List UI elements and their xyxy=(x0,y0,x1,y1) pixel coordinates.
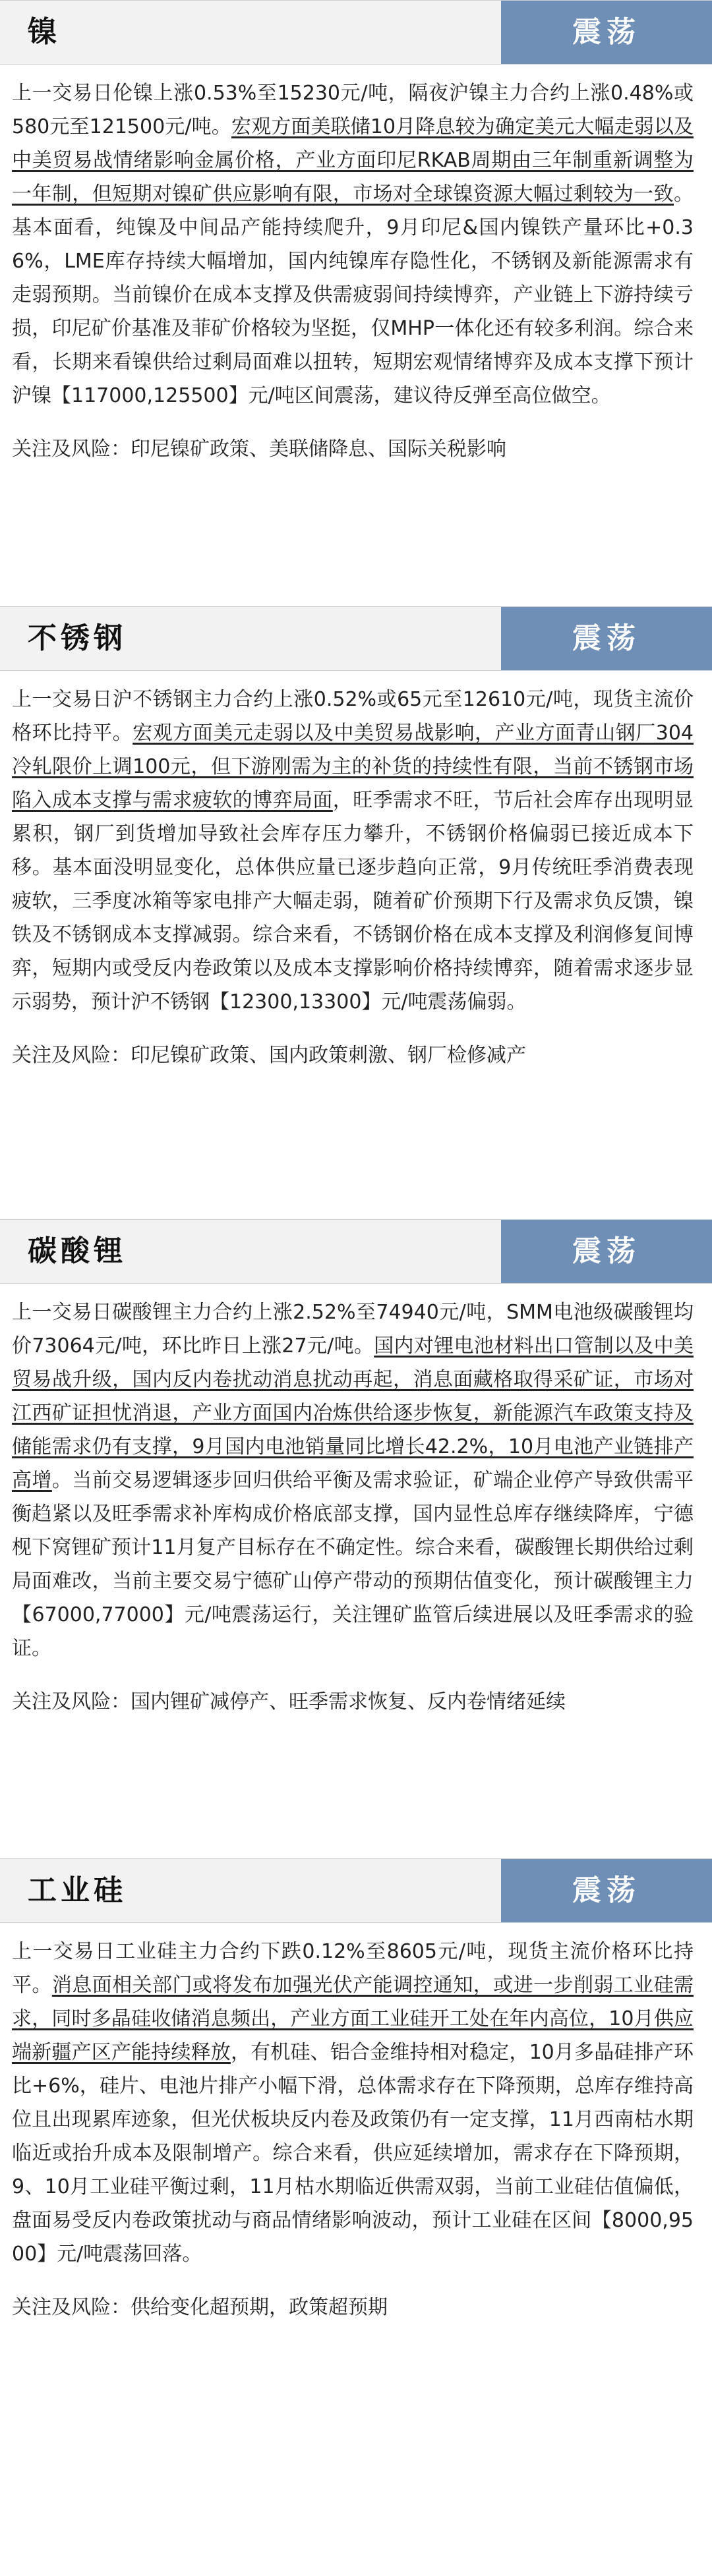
macro-highlight: 宏观方面美联储10月降息较为确定美元大幅走弱以及中美贸易战情绪影响金属价格，产业方面印尼RKAB周期由三年制重新调整为一年制，但短期对镍矿供应影响有限，市场对全球镍资源大幅过剩较为一致 xyxy=(12,115,694,206)
section-lithium-carbonate xyxy=(0,1219,712,1858)
analysis-paragraph xyxy=(0,1923,712,2271)
trend-badge: 震荡 xyxy=(501,1859,712,1922)
price-summary: 上一交易日碳酸锂主力合约上涨2.52%至74940元/吨，SMM电池级碳酸锂均价73064元/吨，环比昨日上涨27元/吨。 xyxy=(12,1301,694,1358)
trend-badge: 震荡 xyxy=(501,1220,712,1283)
section-title: 镍 xyxy=(0,1,501,64)
fundamental-analysis: ，旺季需求不旺，节后社会库存出现明显累积，钢厂到货增加导致社会库存压力攀升，不锈钢价格偏弱已接近成本下移。基本面没明显变化，总体供应量已逐步趋向正常，9月传统旺季消费表现疲软，三季度冰箱等家电排产大幅走弱，随着矿价预期下行及需求负反馈，镍铁及不锈钢成本支撑减弱。综合来看，不锈钢价格在成本支撑及利润修复间博弈，短期内或受反内卷政策以及成本支撑影响价格持续博弈，随着需求逐步显示弱势，预计沪不锈钢【12300,13300】元/吨震荡偏弱。 xyxy=(12,789,694,1014)
fundamental-analysis: ，有机硅、铝合金维持相对稳定，10月多晶硅排产环比+6%，硅片、电池片排产小幅下滑，总体需求存在下降预期，总库存维持高位且出现累库迹象，但光伏板块反内卷及政策仍有一定支撑，11月西南枯水期临近或抬升成本及限制增产。综合来看，供应延续增加，需求存在下降预期，9、10月工业硅平衡过剩，11月枯水期临近供需双弱，当前工业硅估值偏低，盘面易受反内卷政策扰动与商品情绪影响波动，预计工业硅在区间【8000,9500】元/吨震荡回落。 xyxy=(12,2041,694,2266)
price-summary: 上一交易日伦镍上涨0.53%至15230元/吨，隔夜沪镍主力合约上涨0.48%或580元至121500元/吨。 xyxy=(12,82,694,138)
section-title: 工业硅 xyxy=(0,1859,501,1922)
analysis-paragraph xyxy=(0,65,712,413)
section-title: 碳酸锂 xyxy=(0,1220,501,1283)
macro-highlight: 消息面相关部门或将发布加强光伏产能调控通知，或进一步削弱工业硅需求，同时多晶硅收储消息频出，产业方面工业硅开工处在年内高位，10月供应端新疆产区产能持续释放 xyxy=(12,1974,694,2064)
section-header xyxy=(0,1219,712,1284)
trend-badge: 震荡 xyxy=(501,607,712,670)
risk-note: 关注及风险：供给变化超预期，政策超预期 xyxy=(12,2296,388,2319)
macro-highlight: 宏观方面美元走弱以及中美贸易战影响，产业方面青山钢厂304冷轧限价上调100元，但下游刚需为主的补货的持续性有限，当前不锈钢市场陷入成本支撑与需求疲软的博弈局面 xyxy=(12,722,694,812)
section-nickel xyxy=(0,0,712,606)
macro-highlight: 国内对锂电池材料出口管制以及中美贸易战升级，国内反内卷扰动消息扰动再起，消息面藏格取得采矿证，市场对江西矿证担忧消退，产业方面国内冶炼供给逐步恢复，新能源汽车政策支持及储能需求仍有支撑，9月国内电池销量同比增长42.2%，10月电池产业链排产高增 xyxy=(12,1334,694,1492)
section-header xyxy=(0,1858,712,1923)
trend-badge: 震荡 xyxy=(501,1,712,64)
section-header xyxy=(0,0,712,65)
price-summary: 上一交易日工业硅主力合约下跌0.12%至8605元/吨，现货主流价格环比持平。 xyxy=(12,1940,694,1997)
fundamental-analysis: 。基本面看，纯镍及中间品产能持续爬升，9月印尼&国内镍铁产量环比+0.36%，LME库存持续大幅增加，国内纯镍库存隐性化，不锈钢及新能源需求有走弱预期。当前镍价在成本支撑及供需疲弱间持续博弈，产业链上下游持续亏损，印尼矿价基准及菲矿价格较为坚挺，仅MHP一体化还有较多利润。综合来看，长期来看镍供给过剩局面难以扭转，短期宏观情绪博弈及成本支撑下预计沪镍【117000,125500】元/吨区间震荡，建议待反弹至高位做空。 xyxy=(12,183,694,407)
section-title: 不锈钢 xyxy=(0,607,501,670)
risk-note: 关注及风险：印尼镍矿政策、美联储降息、国际关税影响 xyxy=(12,438,506,461)
section-industrial-silicon xyxy=(0,1858,712,2573)
price-summary: 上一交易日沪不锈钢主力合约上涨0.52%或65元至12610元/吨，现货主流价格环比持平。 xyxy=(12,688,694,745)
section-stainless-steel xyxy=(0,606,712,1219)
section-header xyxy=(0,606,712,671)
risk-note: 关注及风险：国内锂矿减停产、旺季需求恢复、反内卷情绪延续 xyxy=(12,1690,566,1713)
analysis-paragraph xyxy=(0,671,712,1019)
analysis-paragraph xyxy=(0,1284,712,1665)
risk-note: 关注及风险：印尼镍矿政策、国内政策刺激、钢厂检修减产 xyxy=(12,1044,526,1067)
fundamental-analysis: 。当前交易逻辑逐步回归供给平衡及需求验证，矿端企业停产导致供需平衡趋紧以及旺季需求补库构成价格底部支撑，国内显性总库存继续降库，宁德枧下窝锂矿预计11月复产目标存在不确定性。综合来看，碳酸锂长期供给过剩局面难改，当前主要交易宁德矿山停产带动的预期估值变化，预计碳酸锂主力【67000,77000】元/吨震荡运行，关注锂矿监管后续进展以及旺季需求的验证。 xyxy=(12,1469,694,1660)
